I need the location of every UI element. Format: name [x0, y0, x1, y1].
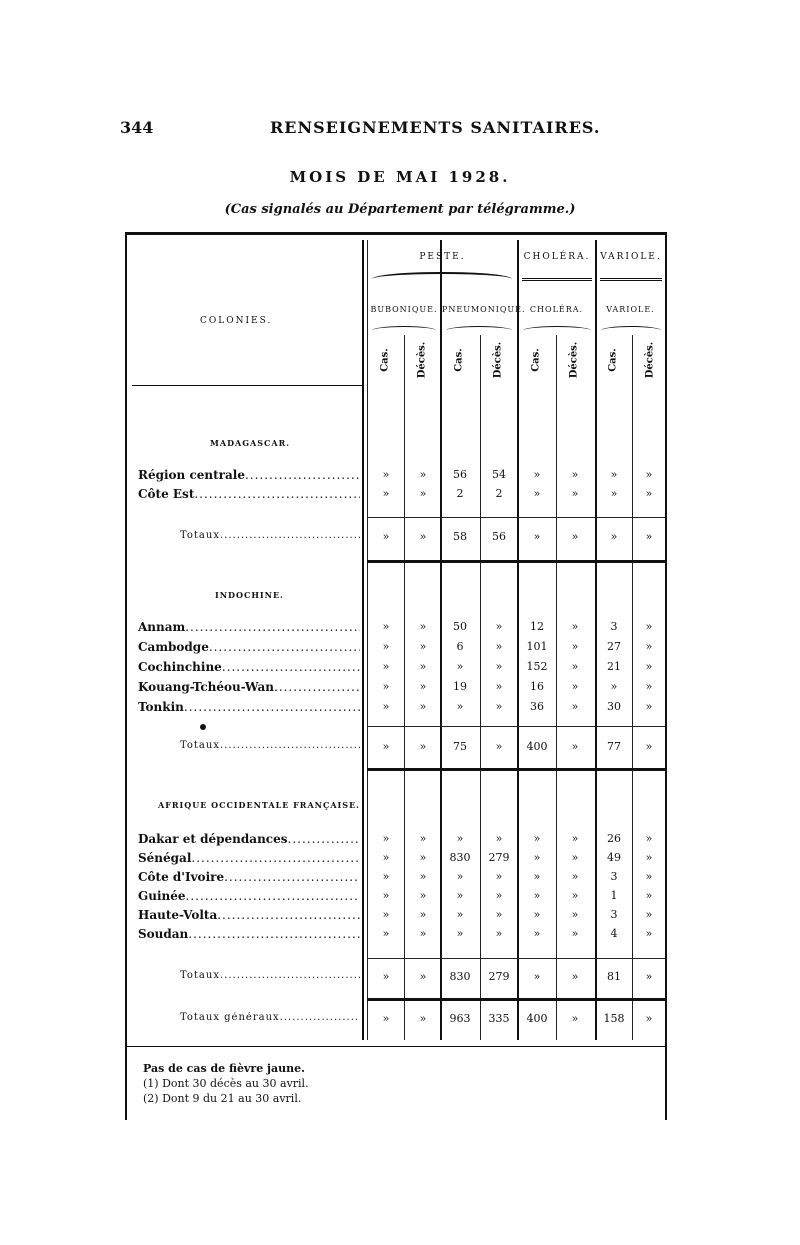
col-header-deces: Décès.	[644, 341, 656, 379]
col-header-cas: Cas.	[607, 348, 619, 372]
table-cell: »	[382, 908, 390, 921]
section-heading: AFRIQUE OCCIDENTALE FRANÇAISE.	[158, 800, 360, 810]
table-cell: »	[495, 908, 503, 921]
table-cell: »	[382, 700, 390, 713]
total-cell: »	[571, 530, 579, 543]
col-rule	[404, 335, 405, 1040]
row-label: Région centrale .....	[138, 468, 360, 482]
table-cell: 16	[530, 680, 544, 693]
grand-total-label: Totaux généraux .....	[180, 1012, 360, 1023]
table-cell: »	[645, 908, 653, 921]
table-cell: »	[419, 851, 427, 864]
col-rule	[480, 335, 481, 1040]
table-cell: »	[419, 908, 427, 921]
table-cell: »	[645, 660, 653, 673]
table-cell: »	[533, 851, 541, 864]
grand-total-cell: 400	[526, 1012, 548, 1025]
table-frame-right	[665, 232, 667, 1120]
grand-total-cell: »	[645, 1012, 653, 1025]
table-cell: »	[645, 889, 653, 902]
total-cell: 830	[449, 970, 471, 983]
section-end-rule	[367, 768, 665, 771]
table-cell: 26	[607, 832, 621, 845]
table-cell: »	[645, 640, 653, 653]
total-cell: 81	[607, 970, 621, 983]
row-label: Cambodge .....	[138, 640, 360, 654]
table-cell: »	[495, 927, 503, 940]
table-cell: »	[456, 870, 464, 883]
table-cell: 49	[607, 851, 621, 864]
table-cell: 54	[492, 468, 506, 481]
total-cell: »	[382, 740, 390, 753]
table-cell: »	[571, 680, 579, 693]
table-cell: »	[495, 660, 503, 673]
table-cell: 1	[610, 889, 618, 902]
table-cell: »	[571, 700, 579, 713]
table-cell: »	[419, 660, 427, 673]
table-cell: »	[419, 680, 427, 693]
total-cell: »	[419, 740, 427, 753]
table-cell: »	[645, 468, 653, 481]
table-cell: »	[571, 870, 579, 883]
table-cell: »	[571, 487, 579, 500]
group-header-cholera: CHOLÉRA.	[523, 252, 591, 262]
table-cell: »	[610, 680, 618, 693]
col-header-cas: Cas.	[379, 348, 391, 372]
table-cell: »	[571, 620, 579, 633]
row-label: Dakar et dépendances .....	[138, 832, 360, 846]
header-rule	[132, 385, 362, 386]
table-cell: 101	[526, 640, 548, 653]
table-cell: »	[419, 620, 427, 633]
col-rule	[556, 335, 557, 1040]
variole-rule	[600, 278, 662, 281]
stub-header: COLONIES.	[200, 316, 273, 326]
table-cell: »	[456, 700, 464, 713]
grand-total-cell: 963	[449, 1012, 471, 1025]
table-cell: »	[645, 680, 653, 693]
total-cell: »	[382, 970, 390, 983]
table-cell: »	[382, 640, 390, 653]
table-cell: »	[419, 927, 427, 940]
table-cell: »	[495, 889, 503, 902]
table-cell: »	[382, 851, 390, 864]
table-cell: 2	[456, 487, 464, 500]
total-cell: 400	[526, 740, 548, 753]
grand-total-cell: »	[571, 1012, 579, 1025]
total-cell: 279	[488, 970, 510, 983]
subgroup-variole: VARIOLE.	[606, 305, 655, 314]
table-cell: »	[645, 851, 653, 864]
total-cell: »	[533, 530, 541, 543]
cholera-rule	[522, 278, 592, 281]
table-cell: »	[419, 832, 427, 845]
table-cell: »	[495, 640, 503, 653]
table-cell: »	[533, 870, 541, 883]
subgroup-brace	[601, 326, 661, 335]
table-cell: »	[571, 640, 579, 653]
table-cell: 2	[495, 487, 503, 500]
table-cell: »	[456, 927, 464, 940]
row-label: Kouang-Tchéou-Wan .....	[138, 680, 360, 694]
row-label: Haute-Volta .....	[138, 908, 360, 922]
total-cell: »	[419, 530, 427, 543]
subgroup-brace	[446, 326, 512, 335]
table-cell: 3	[610, 870, 618, 883]
table-cell: »	[571, 908, 579, 921]
table-cell: 4	[610, 927, 618, 940]
subtotal-rule	[367, 726, 665, 727]
table-frame-left	[125, 232, 127, 1120]
table-frame-top	[125, 232, 667, 235]
total-cell: »	[533, 970, 541, 983]
subtotal-rule	[367, 958, 665, 959]
total-cell: »	[571, 970, 579, 983]
table-cell: 27	[607, 640, 621, 653]
table-cell: »	[456, 889, 464, 902]
table-cell: »	[382, 620, 390, 633]
table-cell: »	[456, 908, 464, 921]
col-rule	[440, 240, 442, 1040]
table-cell: »	[419, 870, 427, 883]
page-header	[120, 118, 680, 142]
group-header-peste: PESTE.	[419, 252, 466, 262]
footnote: (2) Dont 9 du 21 au 30 avril.	[143, 1092, 302, 1105]
table-cell: »	[456, 660, 464, 673]
total-label: Totaux .....	[180, 970, 360, 981]
table-cell: »	[533, 832, 541, 845]
row-label: Annam .....	[138, 620, 360, 634]
row-label: Soudan .....	[138, 927, 360, 941]
table-cell: 12	[530, 620, 544, 633]
total-cell: »	[610, 530, 618, 543]
table-cell: »	[645, 832, 653, 845]
grand-total-cell: 335	[488, 1012, 510, 1025]
table-cell: »	[495, 700, 503, 713]
total-cell: 75	[453, 740, 467, 753]
table-cell: 56	[453, 468, 467, 481]
table-cell: »	[456, 832, 464, 845]
table-cell: »	[382, 487, 390, 500]
table-cell: »	[645, 927, 653, 940]
total-cell: 77	[607, 740, 621, 753]
section-end-rule	[367, 560, 665, 563]
table-cell: 3	[610, 620, 618, 633]
footnote: Pas de cas de fièvre jaune.	[143, 1062, 305, 1075]
table-cell: »	[495, 832, 503, 845]
table-cell: »	[419, 487, 427, 500]
table-cell: »	[571, 889, 579, 902]
table-cell: 152	[526, 660, 548, 673]
footnote-separator	[125, 1046, 667, 1047]
table-cell: 21	[607, 660, 621, 673]
table-cell: »	[382, 468, 390, 481]
table-cell: 3	[610, 908, 618, 921]
table-cell: 50	[453, 620, 467, 633]
row-label: Guinée .....	[138, 889, 360, 903]
group-header-variole: VARIOLE.	[600, 252, 662, 262]
table-cell: »	[495, 680, 503, 693]
total-label: Totaux .....	[180, 530, 360, 541]
total-cell: »	[495, 740, 503, 753]
table-cell: »	[382, 870, 390, 883]
table-cell: »	[533, 889, 541, 902]
table-cell: »	[645, 870, 653, 883]
table-cell: »	[571, 660, 579, 673]
section-end-rule	[367, 998, 665, 1001]
table-cell: »	[645, 487, 653, 500]
running-title: RENSEIGNEMENTS SANITAIRES.	[270, 118, 601, 137]
col-rule	[362, 240, 364, 1040]
total-cell: »	[419, 970, 427, 983]
total-cell: »	[571, 740, 579, 753]
subgroup-bubonique: BUBONIQUE.	[370, 305, 438, 314]
table-cell: »	[419, 468, 427, 481]
table-cell: »	[533, 908, 541, 921]
table-cell: »	[645, 700, 653, 713]
table-cell: »	[495, 620, 503, 633]
table-cell: 6	[456, 640, 464, 653]
table-subtitle: (Cas signalés au Département par télégramme.)	[224, 202, 576, 217]
table-cell: »	[495, 870, 503, 883]
total-cell: »	[645, 530, 653, 543]
row-label: Côte d'Ivoire .....	[138, 870, 360, 884]
page-number: 344	[120, 118, 154, 137]
grand-total-cell: »	[382, 1012, 390, 1025]
subgroup-pneumonique: PNEUMONIQUE.	[442, 305, 526, 314]
table-cell: »	[382, 927, 390, 940]
footnote: (1) Dont 30 décès au 30 avril.	[143, 1077, 309, 1090]
total-cell: 56	[492, 530, 506, 543]
peste-brace	[372, 272, 512, 286]
section-heading: INDOCHINE.	[215, 590, 284, 600]
total-cell: »	[382, 530, 390, 543]
table-cell: »	[533, 487, 541, 500]
section-heading: MADAGASCAR.	[210, 438, 291, 448]
table-cell: »	[382, 832, 390, 845]
total-label: Totaux .....	[180, 740, 360, 751]
row-label: Tonkin .....	[138, 700, 360, 714]
table-cell: »	[533, 468, 541, 481]
table-cell: 30	[607, 700, 621, 713]
col-header-deces: Décès.	[492, 341, 504, 379]
grand-total-cell: »	[419, 1012, 427, 1025]
table-cell: 36	[530, 700, 544, 713]
table-cell: »	[571, 468, 579, 481]
table-cell: »	[610, 487, 618, 500]
table-cell: 279	[488, 851, 510, 864]
table-cell: »	[610, 468, 618, 481]
col-rule	[517, 240, 519, 1040]
subgroup-brace	[523, 326, 591, 335]
col-header-deces: Décès.	[568, 341, 580, 379]
table-cell: »	[571, 851, 579, 864]
total-cell: »	[645, 970, 653, 983]
table-cell: »	[645, 620, 653, 633]
row-label: Sénégal .....	[138, 851, 360, 865]
table-cell: 19	[453, 680, 467, 693]
subgroup-cholera: CHOLÉRA.	[529, 305, 584, 314]
table-cell: 830	[449, 851, 471, 864]
table-cell: »	[419, 700, 427, 713]
table-cell: »	[571, 832, 579, 845]
total-cell: 58	[453, 530, 467, 543]
table-cell: »	[419, 640, 427, 653]
subtotal-rule	[367, 517, 665, 518]
total-cell: »	[645, 740, 653, 753]
grand-total-cell: 158	[603, 1012, 625, 1025]
table-title: MOIS DE MAI 1928.	[289, 168, 511, 186]
row-label: Côte Est .....	[138, 487, 360, 501]
subgroup-brace	[372, 326, 436, 335]
table-cell: »	[533, 927, 541, 940]
table-cell: »	[382, 889, 390, 902]
ink-dot	[200, 724, 206, 730]
col-header-cas: Cas.	[530, 348, 542, 372]
col-rule	[367, 240, 368, 1040]
table-cell: »	[382, 660, 390, 673]
table-cell: »	[419, 889, 427, 902]
table-cell: »	[382, 680, 390, 693]
row-label: Cochinchine .....	[138, 660, 360, 674]
col-header-deces: Décès.	[416, 341, 428, 379]
table-cell: »	[571, 927, 579, 940]
col-header-cas: Cas.	[453, 348, 465, 372]
